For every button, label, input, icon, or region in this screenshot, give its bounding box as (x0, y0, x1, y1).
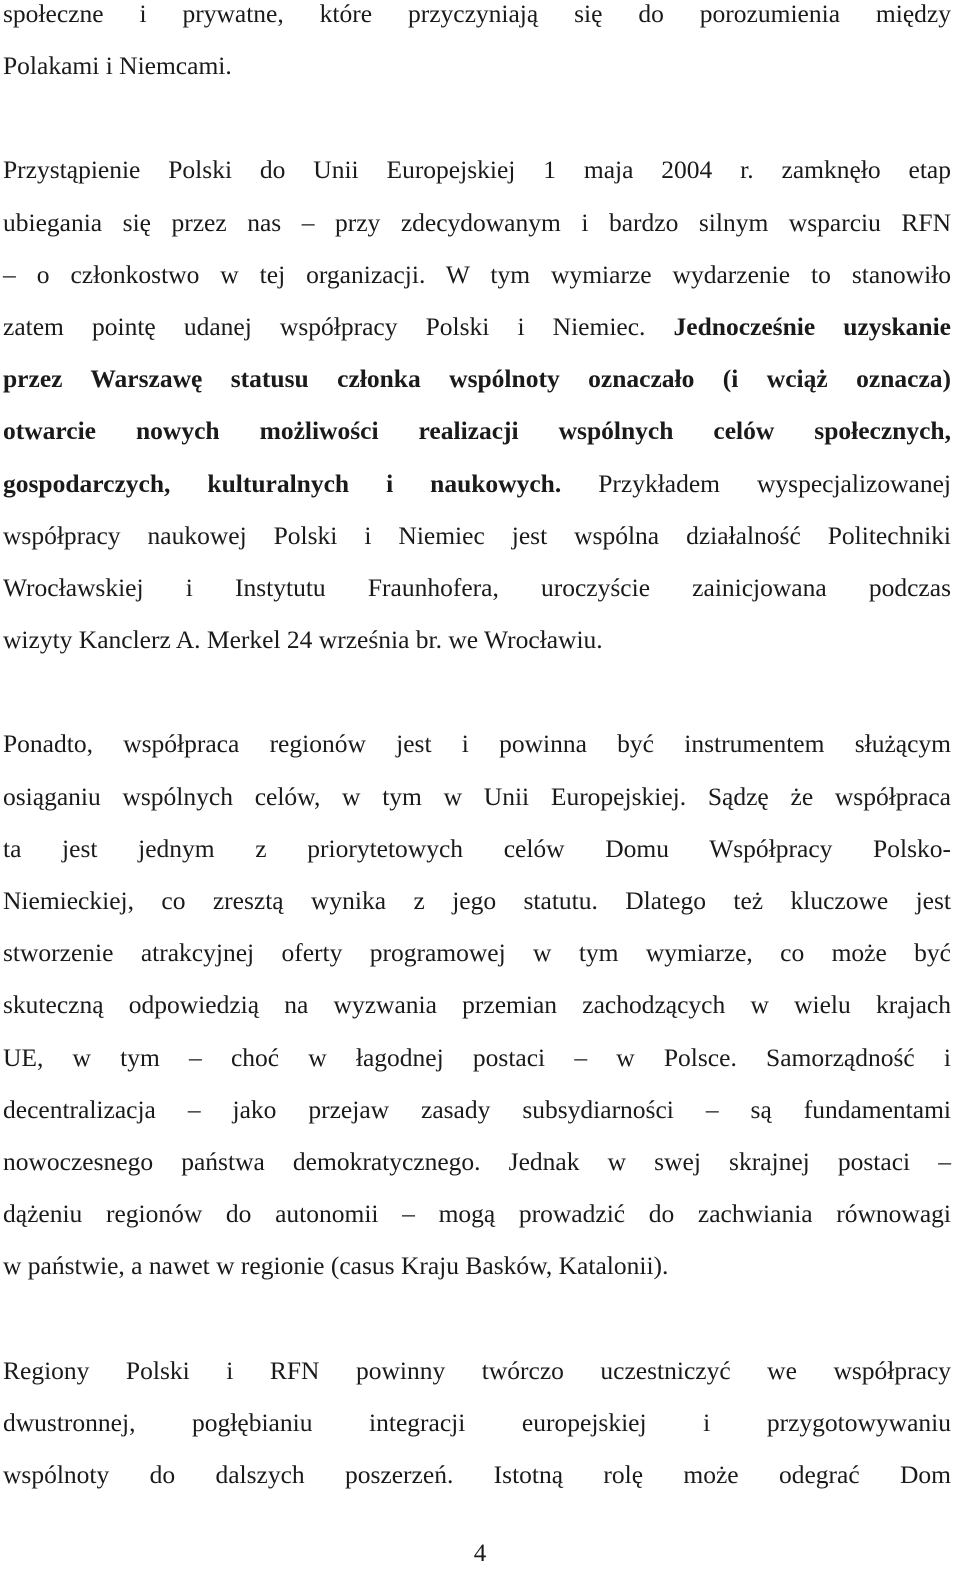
text-line: Niemieckiej, co zresztą wynika z jego statutu. Dlatego też kluczowe jest (3, 886, 951, 916)
text-line: dążeniu regionów do autonomii – mogą prowadzić do zachwiania równowagi (3, 1199, 951, 1229)
paragraph-spacer (3, 1293, 951, 1345)
paragraph-spacer (3, 92, 951, 144)
paragraph-1 (3, 0, 951, 92)
text-line: w państwie, a nawet w regionie (casus Kraju Basków, Katalonii). (3, 1251, 669, 1281)
paragraph-spacer (3, 666, 951, 718)
bold-text-line: otwarcie nowych możliwości realizacji wspólnych celów społecznych, (3, 416, 951, 446)
paragraph-4 (3, 1345, 951, 1502)
paragraph-3 (3, 718, 951, 1292)
bold-text: Jednocześnie uzyskanie (673, 312, 951, 342)
plain-text: Przykładem wyspecjalizowanej (598, 468, 951, 498)
text-line: wspólnoty do dalszych poszerzeń. Istotną rolę może odegrać Dom (3, 1460, 951, 1490)
text-line: ta jest jednym z priorytetowych celów Domu Współpracy Polsko- (3, 833, 951, 863)
text-line: nowoczesnego państwa demokratycznego. Jednak w swej skrajnej postaci – (3, 1147, 951, 1177)
text-line: współpracy naukowej Polski i Niemiec jest wspólna działalność Politechniki (3, 520, 951, 550)
text-line: decentralizacja – jako przejaw zasady subsydiarności – są fundamentami (3, 1094, 951, 1124)
paragraph-2 (3, 144, 951, 666)
text-line: skuteczną odpowiedzią na wyzwania przemian zachodzących w wielu krajach (3, 990, 951, 1020)
plain-text: zatem pointę udanej współpracy Polski i Niemiec. (3, 312, 646, 342)
text-line: osiąganiu wspólnych celów, w tym w Unii Europejskiej. Sądzę że współpraca (3, 781, 951, 811)
bold-text-line: przez Warszawę statusu członka wspólnoty oznaczało (i wciąż oznacza) (3, 364, 951, 394)
text-line: – o członkostwo w tej organizacji. W tym wymiarze wydarzenie to stanowiło (3, 259, 951, 289)
page-number: 4 (473, 1540, 487, 1567)
text-line-mixed (3, 301, 951, 353)
bold-text: gospodarczych, kulturalnych i naukowych. (3, 468, 562, 498)
text-line: stworzenie atrakcyjnej oferty programowej w tym wymiarze, co może być (3, 938, 951, 968)
document-page (3, 0, 951, 1501)
text-line: UE, w tym – choć w łagodnej postaci – w Polsce. Samorządność i (3, 1042, 951, 1072)
text-line: ubiegania się przez nas – przy zdecydowanym i bardzo silnym wsparciu RFN (3, 207, 951, 237)
text-line: Przystąpienie Polski do Unii Europejskiej 1 maja 2004 r. zamknęło etap (3, 155, 951, 185)
text-line: Regiony Polski i RFN powinny twórczo uczestniczyć we współpracy (3, 1355, 951, 1385)
text-line: Wrocławskiej i Instytutu Fraunhofera, uroczyście zainicjowana podczas (3, 573, 951, 603)
text-line: społeczne i prywatne, które przyczyniają się do porozumienia między (3, 0, 951, 28)
text-line: wizyty Kanclerz A. Merkel 24 września br. we Wrocławiu. (3, 625, 603, 655)
text-line: Ponadto, współpraca regionów jest i powinna być instrumentem służącym (3, 729, 951, 759)
text-line: dwustronnej, pogłębianiu integracji europejskiej i przygotowywaniu (3, 1407, 951, 1437)
text-line: Polakami i Niemcami. (3, 51, 232, 81)
text-line-mixed (3, 458, 951, 510)
